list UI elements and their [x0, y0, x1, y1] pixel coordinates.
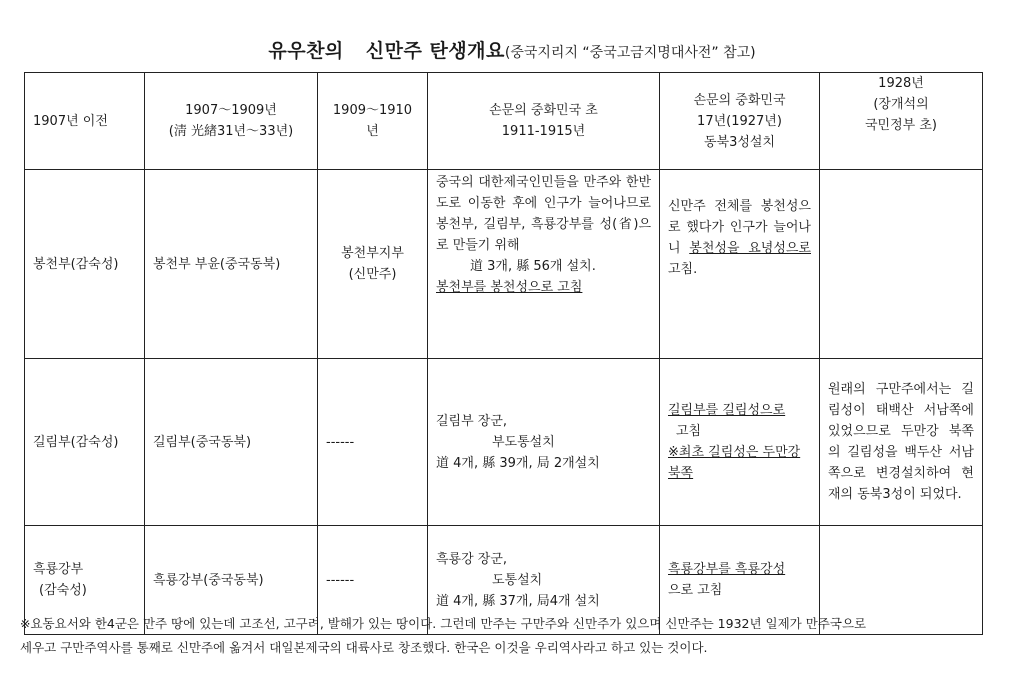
cell-1907-1909: 길림부(중국동북)	[145, 359, 318, 526]
header-cell-before-1907: 1907년 이전	[25, 73, 145, 170]
table-row	[25, 170, 983, 359]
cell-republic-early: 길림부 장군, 부도통설치 道 4개, 縣 39개, 局 2개설치	[428, 359, 660, 526]
history-table	[24, 72, 983, 635]
cell-1907-1909: 흑룡강부(중국동북)	[145, 526, 318, 635]
title-author: 유우찬의	[268, 40, 344, 62]
header-cell-1928: 1928년 (장개석의 국민정부 초)	[820, 73, 983, 170]
cell-1928: 원래의 구만주에서는 길림성이 태백산 서남쪽에 있었으므로 두만강 북쪽의 길림성을 백두산 서남쪽으로 변경설치하여 현재의 동북3성이 되었다.	[820, 359, 983, 526]
page-title	[0, 36, 1024, 63]
footnote-line: 세우고 구만주역사를 통째로 신만주에 옮겨서 대일본제국의 대륙사로 창조했다. 한국은 이것을 우리역사라고 하고 있는 것이다.	[20, 640, 708, 655]
cell-republic-1927: 흑룡강부를 흑룡강성 으로 고침	[660, 526, 820, 635]
title-source-note: (중국지리지 “중국고금지명대사전” 참고)	[504, 45, 756, 61]
cell-republic-early: 흑룡강 장군, 도통설치 道 4개, 縣 37개, 局4개 설치	[428, 526, 660, 635]
header-cell-republic-1927: 손문의 중화민국 17년(1927년) 동북3성설치	[660, 73, 820, 170]
footnote	[20, 612, 1010, 660]
cell-republic-1927: 신만주 전체를 봉천성으로 했다가 인구가 늘어나니 봉천성을 요녕성으로 고침.	[660, 170, 820, 359]
cell-1907-1909: 봉천부 부윤(중국동북)	[145, 170, 318, 359]
cell-republic-1927: 길림부를 길림성으로 고침 ※최초 길림성은 두만강 북쪽	[660, 359, 820, 526]
table-header-row	[25, 73, 983, 170]
header-cell-republic-early: 손문의 중화민국 초 1911-1915년	[428, 73, 660, 170]
header-cell-1909-1910: 1909～1910 년	[318, 73, 428, 170]
table-row	[25, 359, 983, 526]
cell-1909-1910: 봉천부지부 (신만주)	[318, 170, 428, 359]
cell-republic-early: 중국의 대한제국인민들을 만주와 한반도로 이동한 후에 인구가 늘어나므로 봉천부, 길림부, 흑룡강부를 성(省)으로 만들기 위해 道 3개, 縣 56개 설치. 봉천부를 봉천성으로 고침	[428, 170, 660, 359]
cell-1909-1910: ------	[318, 526, 428, 635]
title-heading: 신만주 탄생개요	[365, 40, 505, 62]
footnote-line: ※요동요서와 한4군은 만주 땅에 있는데 고조선, 고구려, 발해가 있는 땅이다. 그런데 만주는 구만주와 신만주가 있으며 신만주는 1932년 일제가 만주국으로	[20, 616, 867, 631]
cell-1928	[820, 170, 983, 359]
cell-region: 봉천부(감숙성)	[25, 170, 145, 359]
header-cell-1907-1909: 1907～1909년 (淸 光緖31년～33년)	[145, 73, 318, 170]
cell-region: 흑룡강부 (감숙성)	[25, 526, 145, 635]
cell-region: 길림부(감숙성)	[25, 359, 145, 526]
cell-1909-1910: ------	[318, 359, 428, 526]
